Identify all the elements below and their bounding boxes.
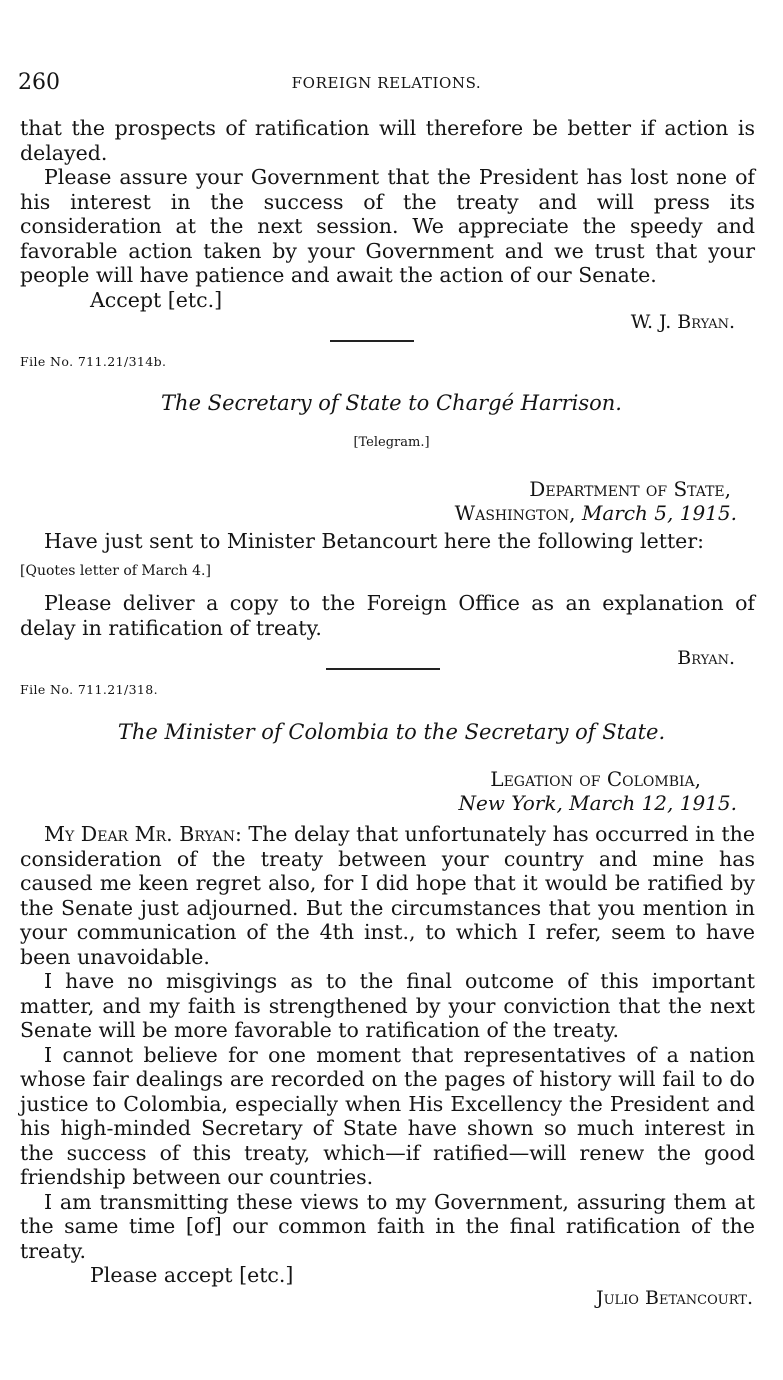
sender-address (454, 477, 737, 525)
section-divider (326, 668, 440, 670)
signature: Bryan. (677, 647, 735, 669)
telegram-body (20, 529, 755, 554)
document-title: The Secretary of State to Chargé Harrison. (161, 391, 622, 415)
closing: Accept [etc.] (90, 287, 223, 312)
paragraph: that the prospects of ratification will therefore be better if action is delayed. (20, 116, 755, 165)
paragraph: I cannot believe for one moment that representatives of a nation whose fair dealings are recorded on the pages of history will fail to do justice to Colombia, especially when His Excellency the President and his high-minded Secretary of State have shown so much interest in the success of this treaty, which—if ratified—will renew the good friendship between our countries. (20, 1042, 755, 1189)
signature: W. J. Bryan. (630, 311, 735, 333)
paragraph: I have no misgivings as to the final outcome of this important matter, and my faith is strengthened by your conviction that the next Senate will be more favorable to ratification of the treaty. (20, 969, 755, 1042)
paragraph: Have just sent to Minister Betancourt here the following letter: (44, 529, 705, 553)
paragraph: I am transmitting these views to my Government, assuring them at the same time [of] our common faith in the final ratification of the treaty. (20, 1189, 755, 1263)
letter-continuation (20, 116, 755, 335)
page-header (18, 64, 755, 104)
paragraph-text: The delay that unfortunately has occurred in the consideration of the treaty between your country and mine has caused me keen regret also, for I did hope that it would be ratified by the Senate just adjourned. But the circumstances that you mention in your communication of the 4th inst., to which I refer, seem to have been unavoidable. (20, 822, 755, 969)
letter-body (20, 822, 755, 1310)
running-title: FOREIGN RELATIONS. (291, 74, 482, 92)
address-line: Legation of Colombia, (490, 767, 701, 791)
address-date-line (455, 501, 737, 525)
salutation: My Dear Mr. Bryan: (44, 822, 242, 846)
file-number: File No. 711.21/318. (20, 682, 159, 697)
address-line: Department of State, (529, 477, 731, 501)
paragraph: Please deliver a copy to the Foreign Office as an explanation of delay in ratification of treaty. (20, 591, 755, 640)
document-type-tag: [Telegram.] (353, 435, 430, 450)
section-divider (330, 340, 414, 342)
page-number: 260 (18, 70, 60, 95)
sender-address (458, 767, 737, 815)
telegram-body-2 (20, 591, 755, 671)
paragraph (20, 822, 755, 969)
paragraph: Please assure your Government that the President has lost none of his interest in the success of the treaty and will press its consideration at the next session. We appreciate the speedy and favorable action taken by your Government and we trust that your people will have patience and await the action of our Senate. (20, 165, 755, 287)
editorial-note: [Quotes letter of March 4.] (20, 563, 211, 579)
signature: Julio Betancourt. (595, 1286, 753, 1309)
address-date: March 5, 1915. (581, 501, 737, 525)
address-date-line: New York, March 12, 1915. (458, 791, 737, 815)
document-title: The Minister of Colombia to the Secretary of State. (117, 720, 666, 744)
file-number: File No. 711.21/314b. (20, 354, 167, 369)
closing: Please accept [etc.] (90, 1263, 294, 1287)
address-place: Washington, (454, 501, 576, 525)
